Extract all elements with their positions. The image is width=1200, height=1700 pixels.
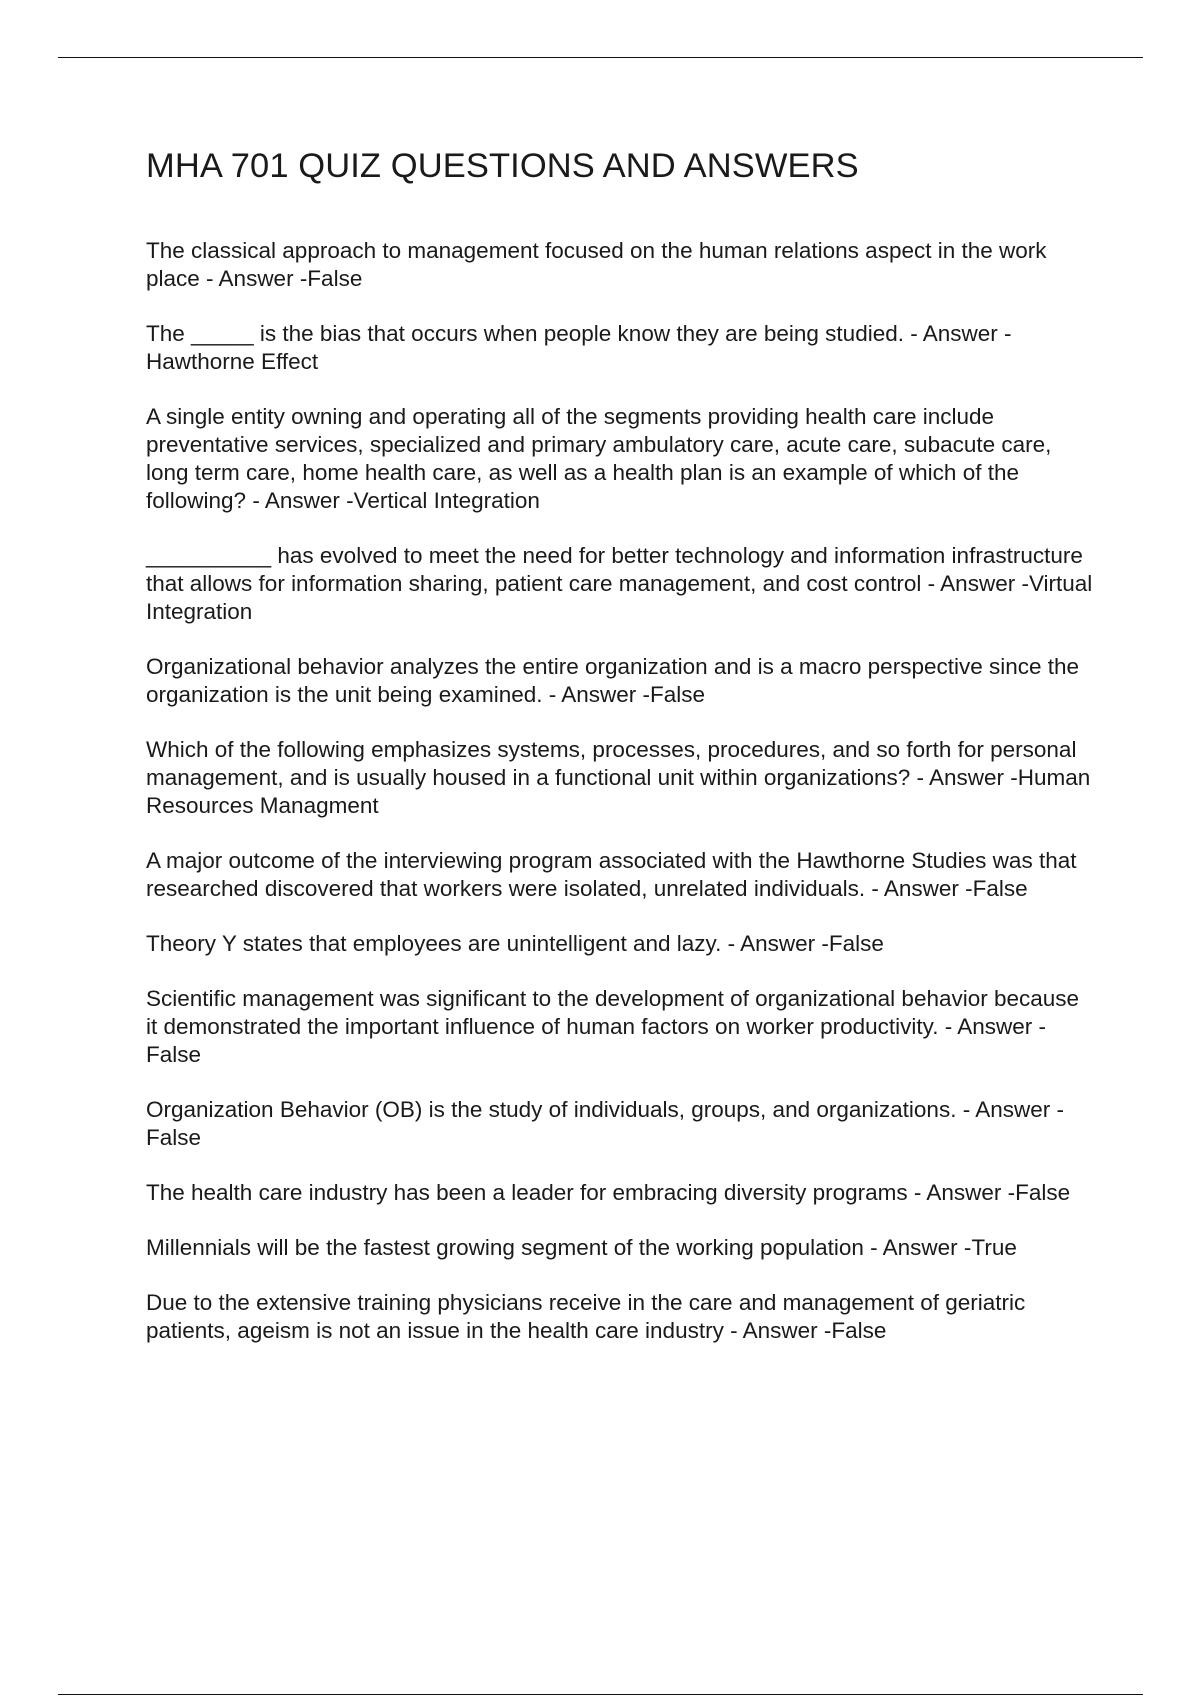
bottom-divider [58, 1694, 1143, 1695]
qa-list [146, 237, 1096, 1345]
qa-item: Theory Y states that employees are unintelligent and lazy. - Answer -False [146, 931, 884, 956]
qa-item: The classical approach to management focused on the human relations aspect in the work place - Answer -False [146, 238, 1047, 291]
qa-item: The health care industry has been a leader for embracing diversity programs - Answer -False [146, 1180, 1071, 1205]
qa-item: Due to the extensive training physicians receive in the care and management of geriatric patients, ageism is not an issue in the health care industry - Answer -False [146, 1290, 1026, 1343]
document-body [146, 145, 1096, 1372]
top-divider [58, 57, 1143, 58]
qa-item: A single entity owning and operating all of the segments providing health care include preventative services, specialized and primary ambulatory care, acute care, subacute care, long term care, home health care, as well as a health plan is an example of which of the following? - Answer -Vertical Integration [146, 404, 1052, 513]
qa-item: Scientific management was significant to the development of organizational behavior because it demonstrated the important influence of human factors on worker productivity. - Answer -False [146, 986, 1080, 1067]
qa-item: __________ has evolved to meet the need for better technology and information infrastructure that allows for information sharing, patient care management, and cost control - Answer -Virtual Integration [146, 543, 1093, 624]
qa-item: Millennials will be the fastest growing segment of the working population - Answer -True [146, 1235, 1017, 1260]
document-title: MHA 701 QUIZ QUESTIONS AND ANSWERS [146, 147, 859, 185]
qa-item: Organizational behavior analyzes the entire organization and is a macro perspective since the organization is the unit being examined. - Answer -False [146, 654, 1080, 707]
qa-item: The _____ is the bias that occurs when people know they are being studied. - Answer -Hawthorne Effect [146, 321, 1012, 374]
qa-item: Which of the following emphasizes systems, processes, procedures, and so forth for personal management, and is usually housed in a functional unit within organizations? - Answer -Human Resources Managment [146, 737, 1091, 818]
qa-item: A major outcome of the interviewing program associated with the Hawthorne Studies was that researched discovered that workers were isolated, unrelated individuals. - Answer -False [146, 848, 1077, 901]
qa-item: Organization Behavior (OB) is the study of individuals, groups, and organizations. - Answer -False [146, 1097, 1064, 1150]
